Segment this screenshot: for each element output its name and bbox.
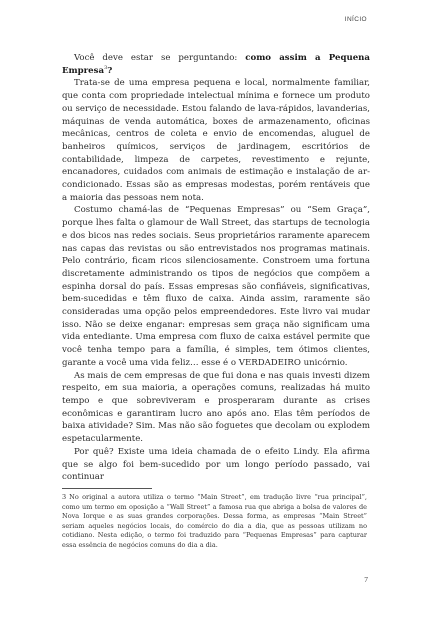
paragraph-lindy-effect: Por quê? Existe uma ideia chamada de o efeito Lindy. Ela afirma que se algo foi bem-sucedido por um longo período passado, vai continuar [62,446,370,483]
footnote-text: No original a autora utiliza o termo “Main Street”, em tradução livre “rua principal”, como um termo em oposição a “Wall Street” a famosa rua que abriga a bolsa de valores de Nova Iorque e as suas grandes corporações. Dessa forma, as empresas “Main Street” seriam aqueles negócios locais, do comércio do dia a dia, que as pessoas utilizam no cotidiano. Nesta edição, o termo foi traduzido para “Pequenas Empresas” para capturar essa essência de negócios comuns do dia a dia. [62,493,367,549]
intro-bold-phrase: como assim a Pequena Empresa [62,53,370,76]
intro-question-mark: ? [107,65,113,76]
paragraph-intro [62,52,370,77]
body-text [62,52,370,484]
paragraph-experience: As mais de cem empresas de que fui dona e nas quais investi dizem respeito, em sua maioria, a operações comuns, realizadas há muito tempo e que sobreviveram e prosperaram durante as crises econômicas e garantiram lucro ano após ano. Elas têm períodos de baixa atividade? Sim. Mas não são foguetes que decolam ou explodem espetacularmente. [62,370,370,445]
paragraph-definition: Trata-se de uma empresa pequena e local, normalmente familiar, que conta com propriedade intelectual mínima e fornece um produto ou serviço de necessidade. Estou falando de lava-rápidos, lavanderias, máquinas de venda automática, boxes de armazenamento, oficinas mecânicas, centros de coleta e envio de encomendas, aluguel de banheiros químicos, serviços de jardinagem, escritórios de contabilidade, limpeza de carpetes, revestimento e rejunte, encanadores, cuidados com animais de estimação e instalação de ar-condicionado. Essas são as empresas modestas, porém rentáveis que a maioria das pessoas nem nota. [62,78,370,203]
footnote-reference[interactable]: 3 [104,64,108,71]
footnote-divider [62,488,152,489]
footnote-number: 3 [62,493,67,501]
paragraph-boring-businesses: Costumo chamá-las de “Pequenas Empresas” ou “Sem Graça”, porque lhes falta o glamour de Wall Street, das startups de tecnologia e dos bicos nas redes sociais. Seus proprietários raramente aparecem nas capas das revistas ou são entrevistados nos programas matinais. Pelo contrário, ficam ricos silenciosamente. Constroem uma fortuna discretamente administrando os tipos de negócios que compõem a espinha dorsal do país. Essas empresas são confiáveis, significativas, bem-sucedidas e têm fluxo de caixa. Ainda assim, raramente são consideradas uma opção pelos empreendedores. Este livro vai mudar isso. Não se deixe enganar: empresas sem graça não significam uma vida entediante. Uma empresa com fluxo de caixa estável permite que você tenha tempo para a família, é simples, tem ótimos clientes, garante a você uma vida feliz… esse é o VERDADEIRO unicórnio. [62,205,370,368]
intro-text: Você deve estar se perguntando: [74,53,246,63]
footnote [62,493,367,551]
running-header: INÍCIO [344,16,367,23]
page-number: 7 [364,575,368,584]
